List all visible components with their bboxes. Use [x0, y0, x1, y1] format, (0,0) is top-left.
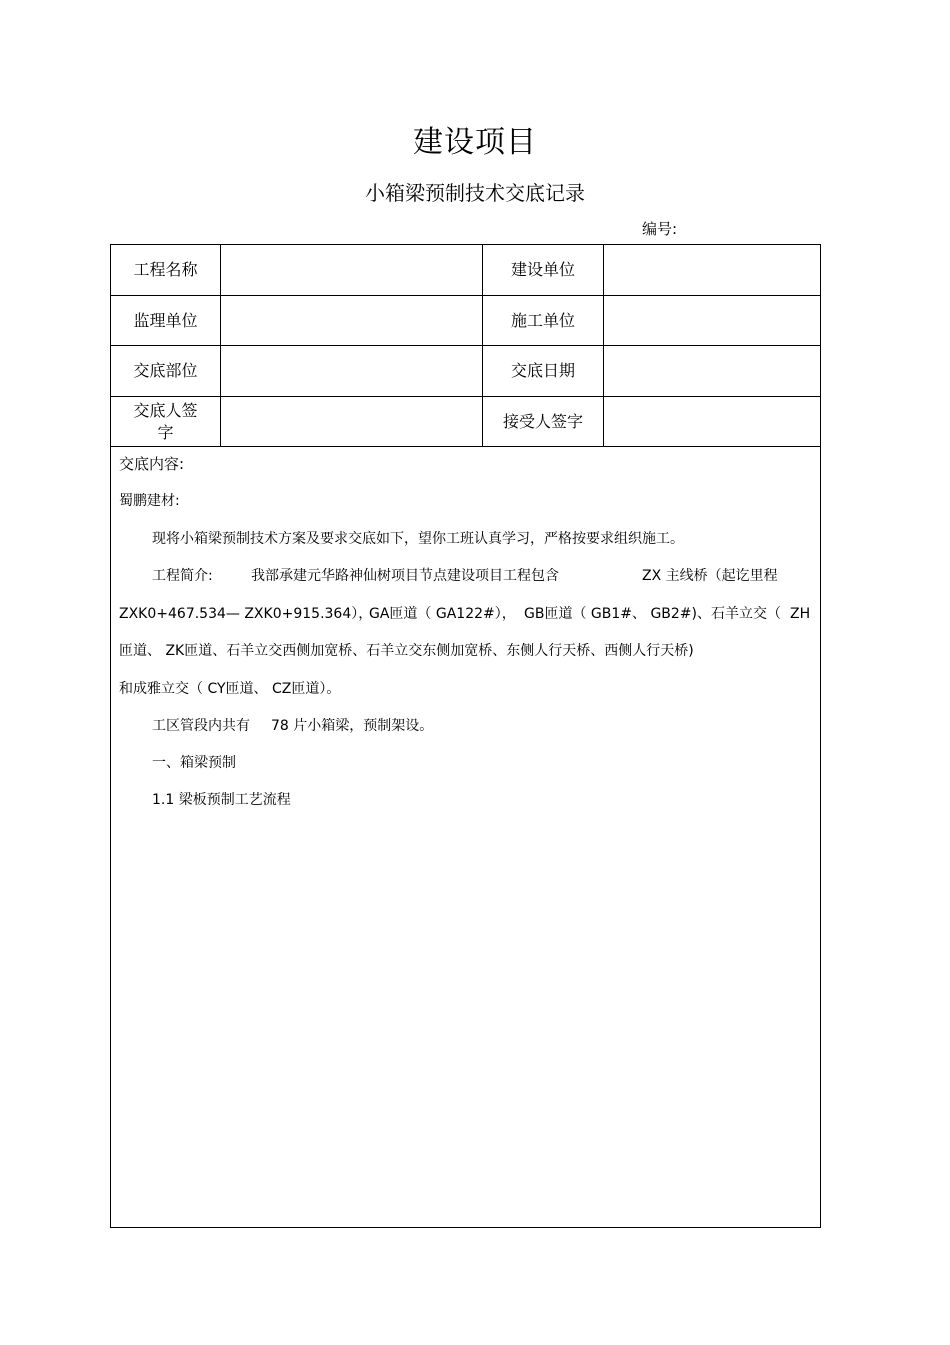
row-divider — [111, 446, 820, 447]
disclosure-part-label: 交底部位 — [133, 361, 198, 380]
project-name-label: 工程名称 — [133, 260, 198, 279]
construction-unit-label: 建设单位 — [510, 260, 575, 279]
supervision-unit-label: 监理单位 — [133, 310, 198, 330]
disclosure-date-field[interactable] — [604, 346, 820, 396]
receiver-signature-field[interactable] — [604, 397, 820, 446]
overview-text: 我部承建元华路神仙树项目节点建设项目工程包含 — [251, 568, 559, 584]
disclosure-date-label: 交底日期 — [510, 361, 575, 380]
beam-count-text: 78 片小箱梁，预制架设。 — [271, 718, 434, 734]
discloser-signature-label-line1: 交底人签 — [133, 400, 198, 420]
overview-label: 工程简介: — [152, 568, 213, 584]
intro-paragraph: 现将小箱梁预制技术方案及要求交底如下，望你工班认真学习，严格按要求组织施工。 — [152, 531, 684, 547]
disclosure-part-field[interactable] — [221, 346, 482, 396]
discloser-signature-label — [111, 397, 220, 446]
content-heading: 交底内容: — [119, 455, 185, 473]
overview-line-2b: GA匝道（ GA122#）， — [369, 606, 516, 622]
section-1-heading: 一、箱梁预制 — [152, 755, 236, 771]
construction-unit-field[interactable] — [604, 245, 820, 295]
overview-line-2c: GB匝道（ GB1#、 GB2#)、石羊立交（ — [524, 606, 781, 622]
document-title: 建设项目 — [413, 125, 537, 160]
discloser-signature-label-line2: 字 — [157, 422, 174, 442]
overview-line-3: 匝道、 ZK匝道、石羊立交西侧加宽桥、石羊立交东侧加宽桥、东侧人行天桥、西侧人行天桥) — [119, 643, 694, 659]
overview-zx: ZX 主线桥（起讫里程 — [642, 568, 778, 584]
beam-count-label: 工区管段内共有 — [152, 718, 250, 734]
builder-unit-label: 施工单位 — [510, 310, 575, 330]
overview-line-2a: ZXK0+467.534— ZXK0+915.364）， — [119, 606, 373, 622]
section-1-1-heading: 1.1 梁板预制工艺流程 — [152, 792, 291, 808]
builder-unit-field[interactable] — [604, 296, 820, 345]
document-number-label: 编号: — [642, 220, 678, 238]
disclosure-form-table — [110, 244, 821, 1228]
overview-line-2d: ZH — [790, 606, 811, 622]
discloser-signature-field[interactable] — [221, 397, 482, 446]
supervision-unit-field[interactable] — [221, 296, 482, 345]
company-line: 蜀鹏建材: — [119, 493, 180, 509]
document-subtitle: 小箱梁预制技术交底记录 — [365, 181, 585, 205]
project-name-field[interactable] — [221, 245, 482, 295]
overview-line-4: 和成雅立交（ CY匝道、 CZ匝道）。 — [119, 681, 341, 697]
receiver-signature-label: 接受人签字 — [502, 411, 583, 431]
